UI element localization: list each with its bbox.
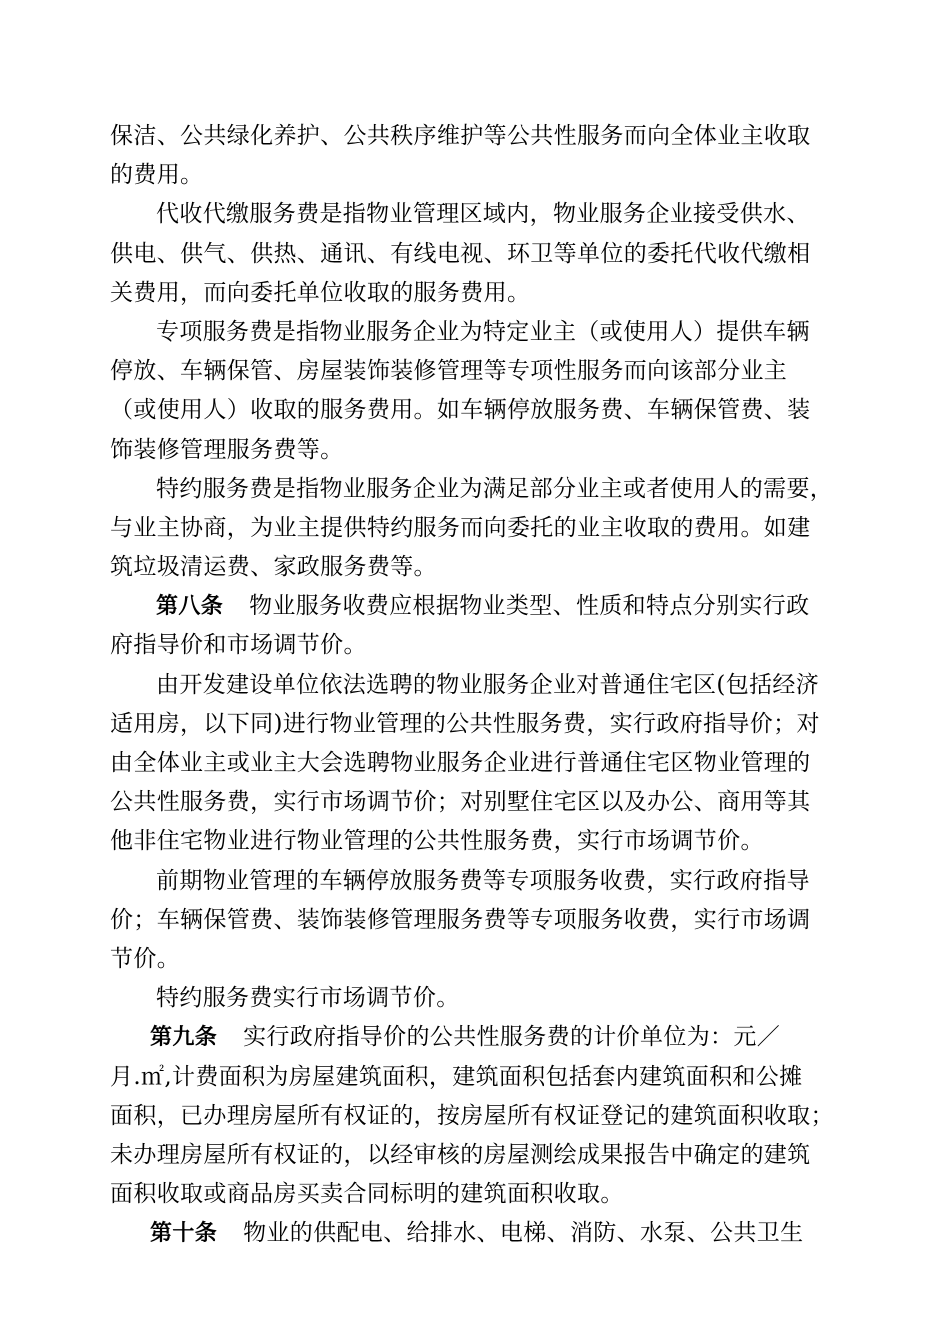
paragraph-first-line: 由开发建设单位依法选聘的物业服务企业对普通住宅区(包括经济 (156, 671, 820, 698)
body-line: 关费用，而向委托单位收取的服务费用。 (110, 279, 531, 306)
article-first-line (110, 1214, 850, 1253)
paragraph-first-line: 特约服务费实行市场调节价。 (156, 985, 460, 1012)
article-first-line (110, 1018, 850, 1057)
paragraph-first-line: 特约服务费是指物业服务企业为满足部分业主或者使用人的需要， (156, 475, 834, 502)
article-text: 物业的供配电、给排水、电梯、消防、水泵、公共卫生 (243, 1220, 804, 1247)
body-line: 停放、车辆保管、房屋装饰装修管理等专项性服务而向该部分业主 (110, 358, 788, 385)
body-line: 节价。 (110, 945, 181, 972)
body-line: 面积收取或商品房买卖合同标明的建筑面积收取。 (110, 1181, 624, 1208)
paragraph-first-line: 专项服务费是指物业服务企业为特定业主（或使用人）提供车辆 (156, 318, 810, 345)
body-line: 价；车辆保管费、装饰装修管理服务费等专项服务收费，实行市场调 (110, 906, 811, 933)
article-text: 物业服务收费应根据物业类型、性质和特点分别实行政 (249, 593, 810, 620)
article-first-line (110, 587, 850, 626)
body-line: 保洁、公共绿化养护、公共秩序维护等公共性服务而向全体业主收取 (110, 123, 811, 149)
paragraph-first-line: 代收代缴服务费是指物业管理区域内，物业服务企业接受供水、 (156, 201, 810, 228)
body-line: 饰装修管理服务费等。 (110, 436, 344, 463)
article-number: 第八条 (156, 594, 224, 620)
body-line: 的费用。 (110, 162, 204, 189)
article-number: 第九条 (150, 1025, 218, 1051)
body-line: 与业主协商，为业主提供特约服务而向委托的业主收取的费用。如建 (110, 514, 811, 541)
document-body (110, 117, 850, 1253)
body-line: 未办理房屋所有权证的，以经审核的房屋测绘成果报告中确定的建筑 (110, 1141, 811, 1168)
body-line: 府指导价和市场调节价。 (110, 632, 367, 659)
article-number: 第十条 (150, 1221, 218, 1247)
body-line: 筑垃圾清运费、家政服务费等。 (110, 554, 437, 581)
article-text: 实行政府指导价的公共性服务费的计价单位为：元／ (243, 1024, 781, 1051)
paragraph-first-line: 前期物业管理的车辆停放服务费等专项服务收费，实行政府指导 (156, 867, 810, 894)
body-line: 由全体业主或业主大会选聘物业服务企业进行普通住宅区物业管理的 (110, 750, 811, 776)
body-line: 他非住宅物业进行物业管理的公共性服务费，实行市场调节价。 (110, 828, 764, 855)
body-line: 适用房，以下同)进行物业管理的公共性服务费，实行政府指导价；对 (110, 710, 820, 737)
body-line: 供电、供气、供热、通讯、有线电视、环卫等单位的委托代收代缴相 (110, 240, 811, 267)
body-line: 面积，已办理房屋所有权证的，按房屋所有权证登记的建筑面积收取； (110, 1102, 834, 1129)
body-line: （或使用人）收取的服务费用。如车辆停放服务费、车辆保管费、装 (110, 397, 811, 424)
body-line: 公共性服务费，实行市场调节价；对别墅住宅区以及办公、商用等其 (110, 789, 811, 816)
body-line: 月.㎡,计费面积为房屋建筑面积，建筑面积包括套内建筑面积和公摊 (110, 1063, 803, 1090)
